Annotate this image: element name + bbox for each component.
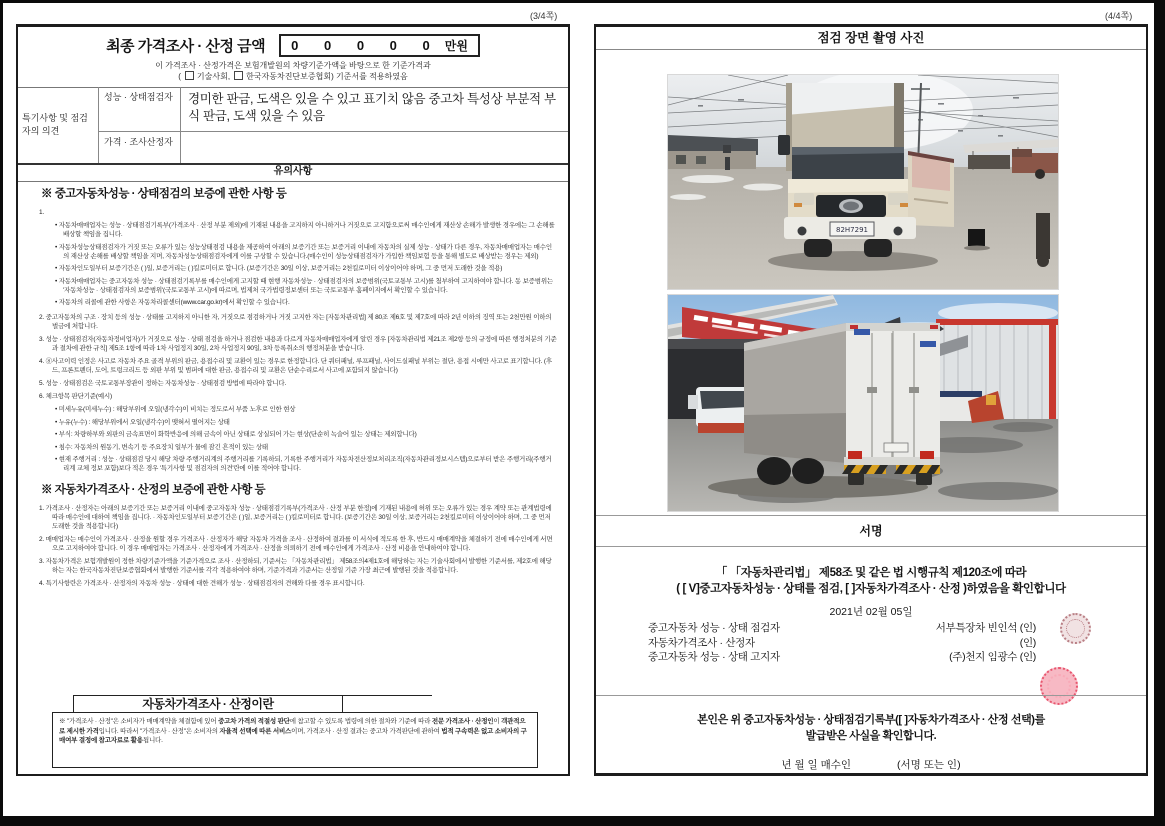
price-assessment-info-box xyxy=(52,697,538,768)
notice-body xyxy=(25,181,561,702)
assessor-role-label: 자동차가격조사 · 산정자 xyxy=(648,636,755,649)
price-assessor-label: 가격 · 조사산정자 xyxy=(99,132,181,163)
info-seg-bold: 전문 가격조사 · 산정인 xyxy=(431,718,494,725)
amount-digits: 0 0 0 0 0 xyxy=(291,38,441,53)
truck-front-photo-illustration xyxy=(668,75,1058,289)
section2-item1: 1. 가격조사 · 산정자는 아래의 보증기간 또는 보증거리 이내에 중고자동차 성능 · 상태점검기록부(가격조사 · 산정 부분 한정)에 기재된 내용에 허위 또는 오류가 있는 경우 계약 또는 관계법령에 따라 매수인에 대하여 책임을 집니다. · 자동차인도일부터 보증기간은 ( )일, 보증거리는 ( )킬로미터로 합니다. (보증기간은 30일 이상, 보증거리는 2천킬로미터 이상이어야 하며, 그 중 먼저 도래한 것을 적용합니다) xyxy=(39,505,552,530)
inspector-seal-stamp xyxy=(1060,613,1091,644)
opinion-row-label: 특기사항 및 점검자의 의견 xyxy=(18,87,99,163)
section2-item2: 2. 매매업자는 매수인이 가격조사 · 산정을 원할 경우 가격조사 · 산정자가 해당 자동차 가격을 조사 · 산정하여 결과를 이 서식에 적도록 한 후, 반드시 매매계약을 체결하기 전에 매수인에게 서면으로 고지하여야 합니다. 이 경우 매매업자는 가격조사 · 산정자에게 가격조사 · 산정을 의뢰하기 전에 매수인에게 가격조사 · 산정 비용을 안내하여야 합니다. xyxy=(39,536,553,552)
section1-item6-bullet: • 누유(누수) : 해당부위에서 오일(냉각수)이 맺혀서 떨어지는 상태 xyxy=(55,418,557,427)
info-seg: 입니다. 따라서 "가격조사 · 산정"은 소비자의 xyxy=(98,727,220,735)
standard-book-checkbox-1 xyxy=(185,71,194,80)
pedestrian xyxy=(725,157,730,170)
info-seg-bold: 객관적으로 제시한 가격 xyxy=(59,718,526,735)
section1-item6-bullet: • 현재 주행거리 : 성능 · 상태점검 당시 해당 차량 주행거리계의 주행거리를 기록하되, 기록한 주행거리가 자동차전산정보처리조직(자동차관리정보시스템)으로부터 받은 주행거리(주행거리계 교체 정보 포함)보다 적은 경우 '특기사항 및 점검자의 의견'란에 이를 적어야 합니다. xyxy=(55,455,557,473)
black-bucket xyxy=(968,229,985,246)
final-price-subtitle-1: 이 가격조사 · 산정가격은 보험개발원의 차량기준가액을 바탕으로 한 기준가격과 xyxy=(155,61,431,70)
signature-block xyxy=(596,545,1146,695)
right-equipment xyxy=(1036,213,1050,267)
section1-heading: ※ 중고자동차성능 · 상태점검의 보증에 관한 사항 등 xyxy=(41,188,287,200)
buyer-confirm-line1: 본인은 위 중고자동차성능 · 상태점검기록부([ ]자동차가격조사 · 산정 선택)를 xyxy=(697,714,1045,726)
truck-rear-photo-illustration xyxy=(668,295,1058,511)
truck-cab xyxy=(778,135,914,227)
info-seg: 이 xyxy=(493,718,502,725)
page-3 xyxy=(16,24,570,776)
info-box-title: 자동차가격조사 · 산정이란 xyxy=(73,695,343,713)
section1-item1-bullet: • 자동차매매업자는 중고자동차 성능 · 상태점검기록부를 매수인에게 고지할 때 현행 자동차성능 · 상태점검자의 보증범위(국토교통부 고시)를 첨부하여 고지하여야 합니다. 동 보증범위는 '자동차성능 · 상태점검자의 보증범위'(국토교통부 고시)에 따르며, 법제처 국가법령정보센터 또는 국토교통부 홈페이지에서 확인할 수 있습니다. xyxy=(55,277,557,295)
info-seg-bold: 법적 구속력은 없고 소비자의 구매여부 결정에 참고자료로 활용 xyxy=(59,727,527,744)
signature-date: 2021년 02월 05일 xyxy=(829,606,913,618)
final-price-section xyxy=(18,27,568,88)
notifier-name: (주)천지 임광수 (인) xyxy=(949,651,1036,663)
truck-shadow xyxy=(768,251,938,271)
section1-item6-bullet: • 침수: 자동차의 원동기, 변속기 등 주요장치 일부가 물에 잠긴 흔적이 있는 상태 xyxy=(55,443,557,452)
buyer-sign-line xyxy=(596,757,1146,772)
section1-item6-bullet: • 부식: 차량하부와 외판의 금속표면이 화학반응에 의해 금속이 아닌 상태로 상실되어 가는 현상(단순히 녹슬어 있는 상태는 제외합니다) xyxy=(55,430,557,439)
final-price-amount-box xyxy=(279,34,480,57)
section1-item1-bullet: • 자동차의 리콜에 관한 사항은 자동차리콜센터(www.car.go.kr)에서 확인할 수 있습니다. xyxy=(55,298,557,307)
notifier-role-label: 중고자동차 성능 · 상태 고지자 xyxy=(648,651,780,663)
section2-item3: 3. 자동차가격은 보험개발원이 정한 차량기준가액을 기준가격으로 조사 · 산정하되, 기준서는 「자동차관리법」 제58조의4제1호에 해당하는 자는 기술사회에서 발행한 기준서를, 제2호에 해당하는 자는 한국자동차진단보증협회에서 발행한 기준서를 각각 적용하여야 하며, 기준가격과 기준서는 산정일 기준 가장 최근에 발행된 것을 적용합니다. xyxy=(39,558,552,574)
inspection-photo-front xyxy=(668,75,1058,289)
section1-item1-number: 1. xyxy=(39,209,45,216)
buyer-date-fields: 년 월 일 매수인 xyxy=(781,759,852,771)
info-seg: 됩니다. xyxy=(142,737,163,744)
section1-item6-label: 6. 체크항목 판단기준(예시) xyxy=(39,393,112,400)
opinion-row-performance xyxy=(99,87,568,132)
inspector-role-label: 중고자동차 성능 · 상태 점검자 xyxy=(648,622,780,634)
section1-item4: 4. ⑧사고이력 인정은 사고로 자동차 주요 골격 부위의 판금, 용접수리 및 교환이 있는 경우로 한정합니다. 단 쿼터패널, 루프패널, 사이드실패널 부위는 절단, 용접 시에만 사고로 표기합니다. (후드, 프론트펜더, 도어, 트렁크리드 등 외판 부위 및 범퍼에 대한 판금, 용접수리 및 교환은 단순수리로서 사고에 포함되지 않습니다) xyxy=(39,358,552,374)
photos-section-title: 점검 장면 촬영 사진 xyxy=(596,27,1146,50)
checkbox2-label: 한국자동차진단보증협회) 기준서를 적용하였음 xyxy=(246,72,408,81)
section1-item1-bullet: • 자동차매매업자는 성능 · 상태점검기록부(가격조사 · 산정 부분 제외)에 기재된 내용을 고지하지 아니하거나 거짓으로 고지함으로써 매수인에게 재산상 손해가 발생한 경우에는 그 손해를 배상할 책임을 집니다. xyxy=(55,221,557,239)
info-seg: 에 참고할 수 있도록 법령에 의한 절차와 기준에 따라 xyxy=(289,718,432,725)
svg-text:82H7291: 82H7291 xyxy=(836,226,868,234)
subtitle-paren: ( xyxy=(178,72,181,81)
truck-bumper xyxy=(784,217,916,239)
inspector-name: 서부특장차 빈인석 (인) xyxy=(935,622,1036,634)
law-reference-line2: ( [ V]중고자동차성능 · 상태를 점검, [ ]자동차가격조사 · 산정 )하였음을 확인합니다 xyxy=(676,583,1066,595)
page-marker-4: (4/4쪽) xyxy=(1105,11,1133,21)
info-box-text xyxy=(53,713,537,750)
final-price-title: 최종 가격조사 · 산정 금액 xyxy=(106,38,266,55)
opinion-row-price xyxy=(99,132,568,163)
amount-unit: 만원 xyxy=(444,39,468,53)
info-seg-bold: 중고차 가격의 적절성 판단 xyxy=(218,718,290,725)
section2-item4: 4. 특기사항란은 가격조사 · 산정자의 자동차 성능 · 상태에 대한 견해가 성능 · 상태점검자의 견해와 다를 경우 표시합니다. xyxy=(39,580,365,587)
notice-section-title: 유의사항 xyxy=(18,163,568,182)
truck-cargo-box-side xyxy=(744,323,846,463)
info-box-title-extension-line xyxy=(342,695,432,696)
performance-inspector-label: 성능 · 상태점검자 xyxy=(99,87,181,131)
section2-heading: ※ 자동차가격조사 · 산정의 보증에 관한 사항 등 xyxy=(41,484,266,496)
section1-item1-bullet: • 자동차인도일부터 보증기간은 ( )일, 보증거리는 ( )킬로미터로 합니다. (보증기간은 30일 이상, 보증거리는 2천킬로미터 이상이어야 하며, 그 중 먼저 도래한 것을 적용) xyxy=(55,264,557,273)
info-seg: 이며, 가격조사 · 산정 결과는 중고차 가격판단에 관하여 xyxy=(291,727,442,735)
section1-item1-bullet: • 자동차성능상태점검자가 거짓 또는 오류가 있는 성능상태점검 내용을 제공하여 아래의 보증기간 또는 보증거리 이내에 자동차의 실제 성능 · 상태가 다른 경우, 자동차매매업자는 매수인의 재산상 손해를 배상할 책임을 지며, 자동차성능상태점검자에게 이를 구상할 수 있습니다.(매수인이 성능상태점검자가 가입한 책임보험 등을 통해 별도로 배상받는 경우는 제외) xyxy=(55,243,557,261)
price-assessor-opinion xyxy=(181,132,568,163)
buyer-sign-or-seal: (서명 또는 인) xyxy=(897,759,961,771)
checkbox1-label: 기술사회, xyxy=(196,72,231,81)
performance-inspector-opinion: 경미한 판금, 도색은 있을 수 있고 표기치 않음 중고차 특성상 부분적 부식 판금, 도색 있을 수 있음 xyxy=(188,92,556,123)
left-building xyxy=(668,135,758,169)
info-seg: ※ "가격조사 · 산정"은 소비자가 매매계약을 체결함에 있어 xyxy=(59,718,219,725)
assessor-name: (인) xyxy=(1019,636,1036,649)
standard-book-checkbox-2 xyxy=(234,71,243,80)
inspector-opinion-table xyxy=(18,87,568,165)
section1-item5: 5. 성능 · 상태점검은 국토교통부장관이 정하는 자동차성능 · 상태점검 방법에 따라야 합니다. xyxy=(39,380,287,387)
section1-item6-bullet: • 미세누유(미세누수) : 해당부위에 오일(냉각수)이 비치는 정도로서 부품 노후로 인한 현상 xyxy=(55,405,557,414)
info-seg-bold: 자율적 선택에 따른 서비스 xyxy=(219,727,292,735)
buyer-confirm-line2: 발급받은 사실을 확인합니다. xyxy=(805,730,937,742)
open-driver-door xyxy=(908,151,954,227)
section1-item2: 2. 중고자동차의 구조 · 장치 등의 성능 · 상태를 고지하지 아니한 자, 거짓으로 점검하거나 거짓 고지한 자는 [자동차관리법] 제 80조 제6호 및 제7호에 따라 2년 이하의 징역 또는 2천만원 이하의 벌금에 처합니다. xyxy=(39,314,552,330)
inspection-photo-rear xyxy=(668,295,1058,511)
buyer-confirmation-block xyxy=(596,695,1146,773)
final-price-subtitle-2 xyxy=(18,71,568,82)
section1-item3: 3. 성능 · 상태점검자(자동차정비업자)가 거짓으로 성능 · 상태 점검을 하거나 점검한 내용과 다르게 자동차매매업자에게 알린 경우 [자동차관리법 제21조 제2항 등의 규정에 따른 행정처분의 기준과 절차에 관한 규칙] 제5조 1항에 따라 1차 사업정지 30일, 2차 사업정지 90일, 3차 등록취소의 행정처분을 받습니다. xyxy=(39,336,557,352)
signature-section-title: 서명 xyxy=(596,515,1146,547)
page-4 xyxy=(594,24,1148,776)
law-reference-line1: 「 「자동차관리법」 제58조 및 같은 법 시행규칙 제120조에 따라 xyxy=(715,567,1027,579)
document-sheet xyxy=(3,3,1154,816)
signature-row-notifier xyxy=(596,650,1146,665)
page-marker-3: (3/4쪽) xyxy=(530,11,558,21)
